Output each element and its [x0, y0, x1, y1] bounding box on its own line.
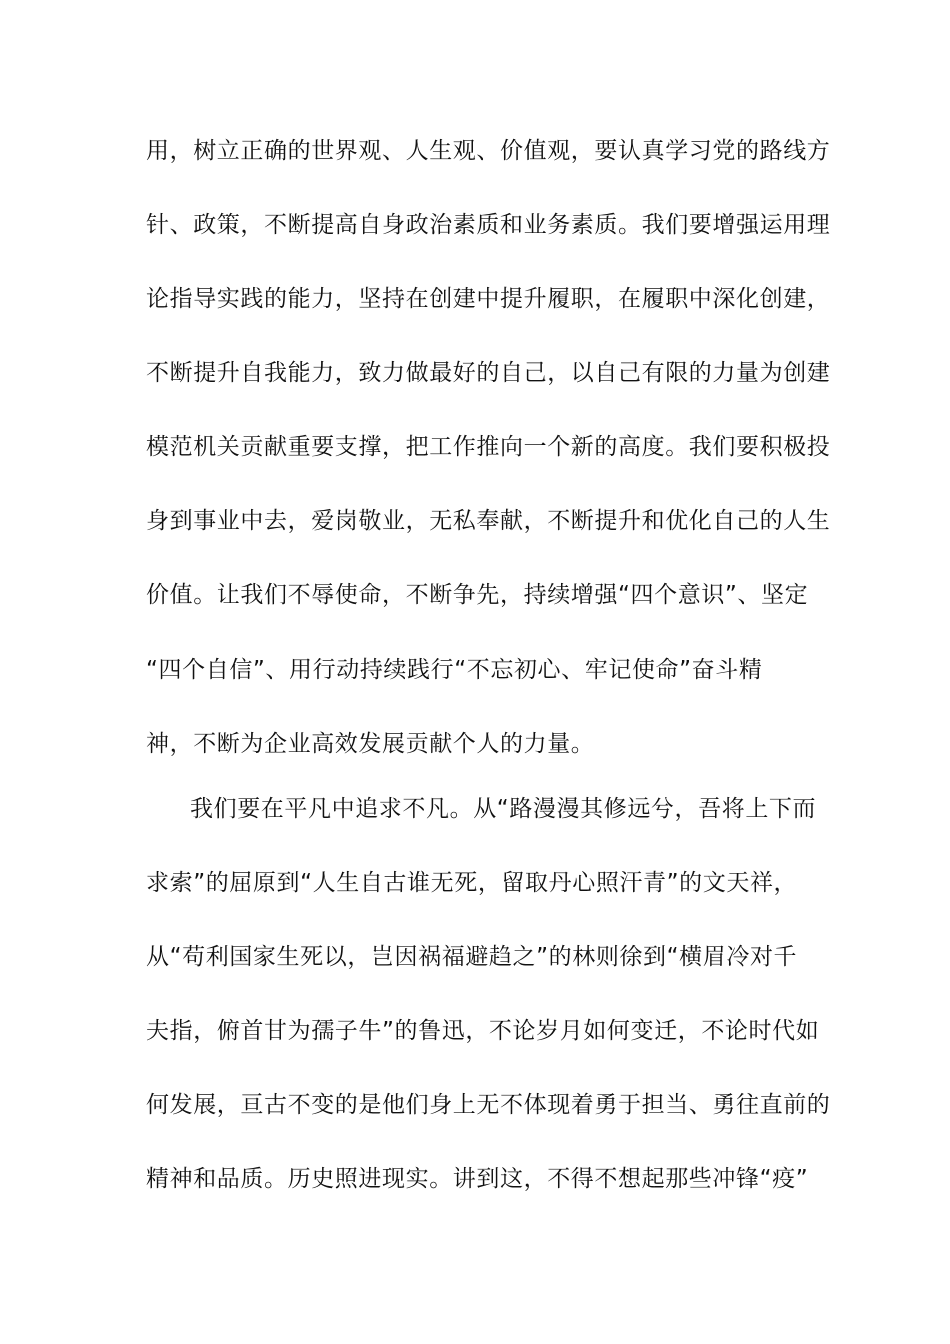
- text-line: 模范机关贡献重要支撑，把工作推向一个新的高度。我们要积极投: [146, 434, 831, 460]
- paragraph-first-line: 我们要在平凡中追求不凡。从“路漫漫其修远兮，吾将上下而: [190, 796, 817, 822]
- text-line: 身到事业中去，爱岗敬业，无私奉献，不断提升和优化自己的人生: [146, 508, 831, 534]
- text-line: “四个自信”、用行动持续践行“不忘初心、牢记使命”奋斗精: [146, 657, 763, 683]
- text-line: 神，不断为企业高效发展贡献个人的力量。: [146, 731, 595, 757]
- text-line: 从“苟利国家生死以，岂因祸福避趋之”的林则徐到“横眉冷对千: [146, 944, 798, 970]
- text-line: 不断提升自我能力，致力做最好的自己，以自己有限的力量为创建: [146, 360, 831, 386]
- text-line: 夫指，俯首甘为孺子牛”的鲁迅，不论岁月如何变迁，不论时代如: [146, 1018, 820, 1044]
- text-line: 论指导实践的能力，坚持在创建中提升履职，在履职中深化创建，: [146, 286, 831, 312]
- text-line: 精神和品质。历史照进现实。讲到这，不得不想起那些冲锋“疫”: [146, 1166, 809, 1192]
- text-line: 价值。让我们不辱使命，不断争先，持续增强“四个意识”、坚定: [146, 582, 809, 608]
- text-line: 何发展，亘古不变的是他们身上无不体现着勇于担当、勇往直前的: [146, 1092, 831, 1118]
- text-line: 求索”的屈原到“人生自古谁无死，留取丹心照汗青”的文天祥，: [146, 870, 798, 896]
- text-line: 针、政策，不断提高自身政治素质和业务素质。我们要增强运用理: [146, 212, 831, 238]
- text-line: 用，树立正确的世界观、人生观、价值观，要认真学习党的路线方: [146, 138, 831, 164]
